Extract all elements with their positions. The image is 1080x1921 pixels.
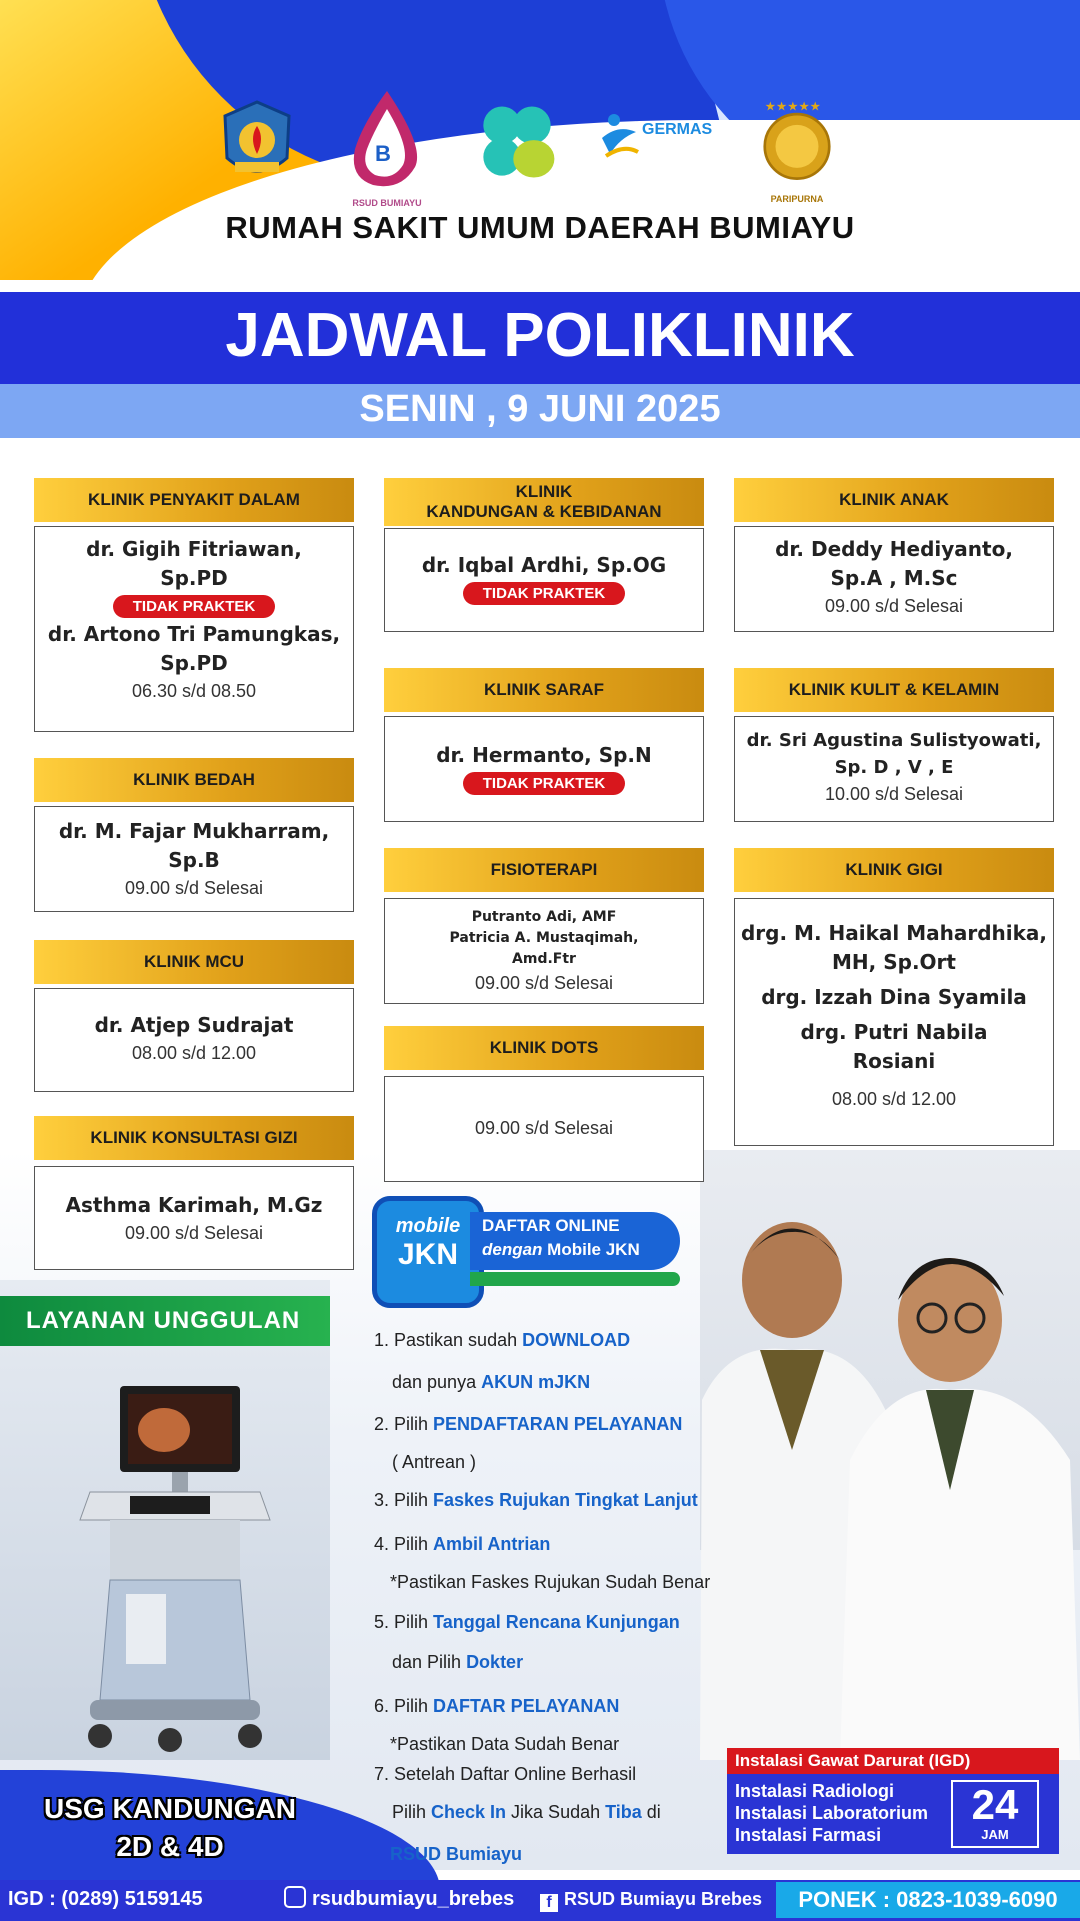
clinic-penyakit-dalam-header: KLINIK PENYAKIT DALAM bbox=[34, 478, 354, 522]
instagram-icon bbox=[284, 1886, 306, 1908]
step-item: 6. Pilih DAFTAR PELAYANAN bbox=[374, 1696, 620, 1716]
clinic-kulit-body bbox=[734, 716, 1054, 822]
clinic-kandungan-header-line2: KANDUNGAN & KEBIDANAN bbox=[426, 502, 662, 521]
kemenkes-logo bbox=[474, 92, 560, 192]
usg-title bbox=[20, 1790, 320, 1866]
clinic-kandungan-header-line1: KLINIK bbox=[515, 482, 573, 501]
practice-time: 09.00 s/d Selesai bbox=[824, 596, 964, 616]
svg-text:GERMAS: GERMAS bbox=[642, 121, 713, 138]
doctor-name: drg. M. Haikal Mahardhika, bbox=[740, 921, 1048, 945]
ultrasound-machine-image bbox=[60, 1380, 290, 1770]
clinic-mcu-body bbox=[34, 988, 354, 1092]
doctor-name: dr. Deddy Hediyanto, bbox=[775, 537, 1013, 561]
step-item: dan punya AKUN mJKN bbox=[392, 1372, 591, 1392]
step-item: ( Antrean ) bbox=[392, 1452, 477, 1472]
practice-time: 10.00 s/d Selesai bbox=[824, 784, 964, 804]
practice-time: 09.00 s/d Selesai bbox=[474, 1118, 614, 1138]
step-item: 2. Pilih PENDAFTARAN PELAYANAN bbox=[374, 1414, 683, 1434]
step-item: 1. Pastikan sudah DOWNLOAD bbox=[374, 1330, 631, 1350]
clinic-gizi-body bbox=[34, 1166, 354, 1270]
clinic-bedah-body bbox=[34, 806, 354, 912]
doctor-title: Sp. D , V , E bbox=[834, 757, 954, 778]
igd-service: Instalasi Farmasi bbox=[735, 1825, 882, 1845]
hospital-name: RUMAH SAKIT UMUM DAERAH BUMIAYU bbox=[225, 210, 855, 245]
igd-header: Instalasi Gawat Darurat (IGD) bbox=[727, 1748, 1059, 1774]
practice-time: 09.00 s/d Selesai bbox=[474, 973, 614, 993]
therapist-name: Patricia A. Mustaqimah, bbox=[449, 930, 639, 946]
rsud-logo-label: RSUD BUMIAYU bbox=[352, 198, 422, 208]
mobile-jkn-logo-bottom: JKN bbox=[397, 1238, 458, 1271]
clinic-fisioterapi-body bbox=[384, 898, 704, 1004]
practice-time: 08.00 s/d 12.00 bbox=[831, 1089, 957, 1109]
igd-service: Instalasi Radiologi bbox=[735, 1781, 895, 1801]
doctor-title: MH, Sp.Ort bbox=[832, 950, 956, 974]
germas-logo bbox=[598, 108, 728, 168]
facebook-icon: f bbox=[540, 1894, 558, 1912]
clinic-gizi-header: KLINIK KONSULTASI GIZI bbox=[34, 1116, 354, 1160]
step-item: 5. Pilih Tanggal Rencana Kunjungan bbox=[374, 1612, 680, 1632]
usg-title-line1: USG KANDUNGAN bbox=[44, 1793, 296, 1824]
daftar-online-line1: DAFTAR ONLINE bbox=[482, 1216, 620, 1235]
paripurna-seal bbox=[754, 86, 840, 204]
clinic-gigi-body bbox=[734, 898, 1054, 1146]
facebook-text: RSUD Bumiayu Brebes bbox=[564, 1889, 763, 1909]
practice-time: 09.00 s/d Selesai bbox=[124, 878, 264, 898]
rsud-bumiayu-logo bbox=[344, 80, 430, 208]
doctor-name: Rosiani bbox=[852, 1049, 936, 1073]
paripurna-label: PARIPURNA bbox=[770, 194, 824, 204]
doctor-title: Sp.A , M.Sc bbox=[830, 566, 958, 590]
brebes-regency-emblem bbox=[214, 95, 300, 191]
practice-time: 08.00 s/d 12.00 bbox=[131, 1043, 257, 1063]
doctor-name: dr. Hermanto, Sp.N bbox=[436, 743, 652, 767]
clinic-gigi-header: KLINIK GIGI bbox=[734, 848, 1054, 892]
doctor-name: dr. Atjep Sudrajat bbox=[94, 1013, 294, 1037]
facebook-handle bbox=[540, 1884, 762, 1914]
step-item: 3. Pilih Faskes Rujukan Tingkat Lanjut bbox=[374, 1490, 698, 1510]
clinic-fisioterapi-header: FISIOTERAPI bbox=[384, 848, 704, 892]
doctor-name: drg. Izzah Dina Syamila bbox=[761, 985, 1027, 1009]
ponek-phone: PONEK : 0823-1039-6090 bbox=[776, 1882, 1080, 1918]
clinic-dots-header: KLINIK DOTS bbox=[384, 1026, 704, 1070]
clinic-dots-body bbox=[384, 1076, 704, 1182]
practice-time: 06.30 s/d 08.50 bbox=[131, 681, 257, 701]
doctor-name: dr. Sri Agustina Sulistyowati, bbox=[746, 730, 1042, 751]
therapist-name: Putranto Adi, AMF bbox=[471, 909, 617, 925]
doctor-name: Asthma Karimah, M.Gz bbox=[65, 1193, 323, 1217]
clinic-anak-header: KLINIK ANAK bbox=[734, 478, 1054, 522]
step-item: dan Pilih Dokter bbox=[392, 1652, 524, 1672]
clinic-saraf-body bbox=[384, 716, 704, 822]
instagram-handle bbox=[284, 1884, 514, 1914]
igd-24-hours-badge bbox=[951, 1780, 1039, 1848]
doctor-name: dr. Artono Tri Pamungkas, bbox=[47, 622, 341, 646]
therapist-title: Amd.Ftr bbox=[512, 951, 576, 967]
clinic-mcu-header: KLINIK MCU bbox=[34, 940, 354, 984]
doctor-title: Sp.B bbox=[168, 848, 220, 872]
doctor-title: Sp.PD bbox=[160, 651, 228, 675]
clinic-anak-body bbox=[734, 526, 1054, 632]
clinic-kulit-header: KLINIK KULIT & KELAMIN bbox=[734, 668, 1054, 712]
clinic-penyakit-dalam-body bbox=[34, 526, 354, 732]
step-item: 4. Pilih Ambil Antrian bbox=[374, 1534, 551, 1554]
igd-hours-unit: JAM bbox=[981, 1827, 1009, 1842]
doctor-title: Sp.PD bbox=[160, 566, 228, 590]
svg-text:★★★★★: ★★★★★ bbox=[764, 99, 821, 114]
daftar-online-app: Mobile JKN bbox=[547, 1240, 640, 1259]
clinic-bedah-header: KLINIK BEDAH bbox=[34, 758, 354, 802]
doctor-name: dr. Iqbal Ardhi, Sp.OG bbox=[421, 553, 667, 577]
daftar-online-banner bbox=[470, 1212, 680, 1270]
usg-title-line2: 2D & 4D bbox=[116, 1831, 224, 1862]
daftar-online-green-bar bbox=[470, 1272, 680, 1286]
page-title: JADWAL POLIKLINIK bbox=[225, 301, 855, 370]
igd-hours-number: 24 bbox=[971, 1781, 1019, 1828]
doctor-name: dr. M. Fajar Mukharram, bbox=[58, 819, 330, 843]
step-item: 7. Setelah Daftar Online Berhasil bbox=[374, 1764, 637, 1784]
clinic-saraf-header: KLINIK SARAF bbox=[384, 668, 704, 712]
doctor-name: drg. Putri Nabila bbox=[800, 1020, 988, 1044]
daftar-online-with: dengan bbox=[482, 1240, 548, 1259]
step-item: *Pastikan Faskes Rujukan Sudah Benar bbox=[390, 1572, 711, 1592]
mobile-jkn-logo bbox=[372, 1196, 484, 1308]
doctor-name: dr. Gigih Fitriawan, bbox=[86, 537, 302, 561]
schedule-date: SENIN , 9 JUNI 2025 bbox=[359, 388, 721, 430]
igd-service: Instalasi Laboratorium bbox=[735, 1803, 929, 1823]
step-item: *Pastikan Data Sudah Benar bbox=[390, 1734, 620, 1754]
step-item: RSUD Bumiayu bbox=[390, 1844, 523, 1864]
status-badge: TIDAK PRAKTEK bbox=[463, 582, 626, 605]
clinic-kandungan-body bbox=[384, 528, 704, 632]
instagram-text: rsudbumiayu_brebes bbox=[312, 1888, 515, 1910]
step-item: Pilih Check In Jika Sudah Tiba di bbox=[392, 1802, 661, 1822]
layanan-unggulan-tag: LAYANAN UNGGULAN bbox=[0, 1296, 330, 1346]
igd-phone: IGD : (0289) 5159145 bbox=[8, 1888, 203, 1910]
clinic-kandungan-header bbox=[384, 478, 704, 526]
status-badge: TIDAK PRAKTEK bbox=[113, 595, 276, 618]
svg-text:B: B bbox=[375, 141, 391, 166]
practice-time: 09.00 s/d Selesai bbox=[124, 1223, 264, 1243]
mobile-jkn-logo-top: mobile bbox=[395, 1215, 461, 1237]
status-badge: TIDAK PRAKTEK bbox=[463, 772, 626, 795]
doctors-photo bbox=[700, 1200, 1080, 1760]
